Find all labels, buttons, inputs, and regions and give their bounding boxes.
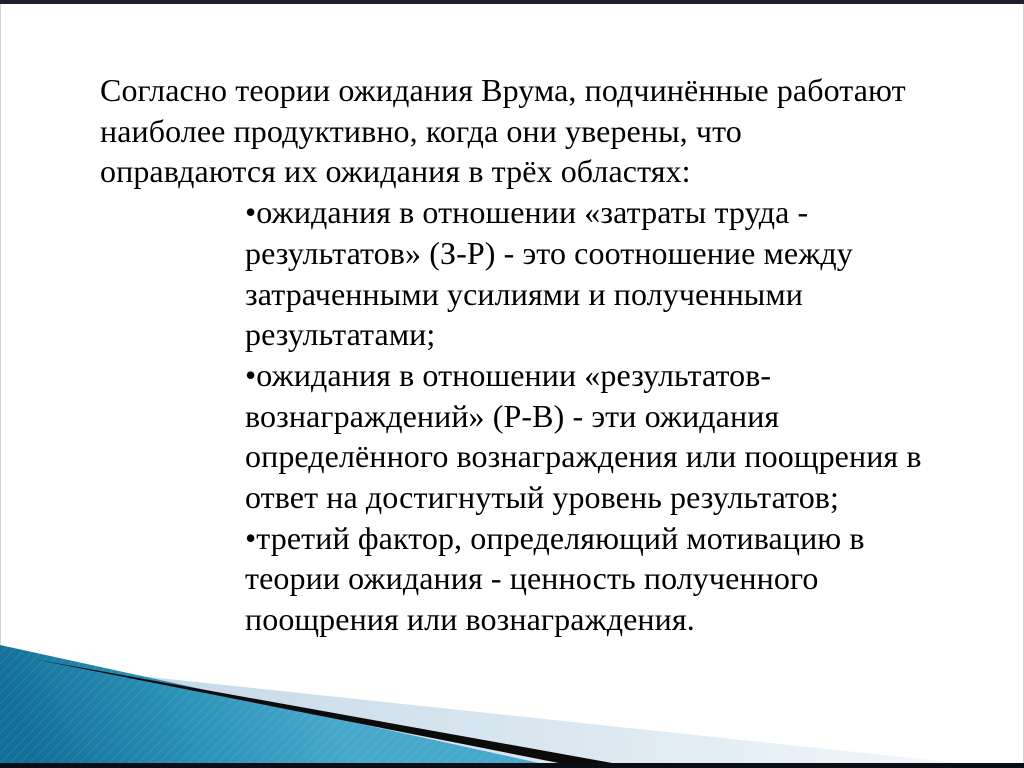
- intro-line: наиболее продуктивно, когда они уверены, что: [100, 112, 742, 149]
- bullet-line: затраченными усилиями и полученными: [245, 275, 803, 312]
- bullet-line: •ожидания в отношении «затраты труда -: [245, 194, 809, 231]
- bullet-line: ответ на достигнутый уровень результатов;: [245, 479, 840, 516]
- bullet-item-2: [100, 355, 960, 518]
- bullet-line: результатов» (З-Р) - это соотношение между: [245, 234, 853, 271]
- bottom-decoration: [0, 638, 1024, 768]
- top-border-bar: [0, 0, 1024, 4]
- bullet-line: результатами;: [245, 316, 436, 353]
- bottom-border-bar: [0, 763, 1024, 768]
- bullet-line: •третий фактор, определяющий мотивацию в: [245, 519, 865, 556]
- bullet-line: поощрения или вознаграждения.: [245, 601, 695, 638]
- slide-body-text: [100, 70, 960, 640]
- bullet-line: определённого вознаграждения или поощрения в: [245, 438, 922, 475]
- intro-line: Согласно теории ожидания Врума, подчинённые работают: [100, 72, 906, 108]
- bullet-item-3: [100, 518, 960, 640]
- bullet-line: вознаграждений» (Р-В) - эти ожидания: [245, 397, 780, 434]
- bullet-line: •ожидания в отношении «результатов-: [245, 356, 772, 393]
- bullet-item-1: [100, 192, 960, 355]
- bullet-line: теории ожидания - ценность полученного: [245, 560, 819, 597]
- intro-line: оправдаются их ожидания в трёх областях:: [100, 153, 691, 190]
